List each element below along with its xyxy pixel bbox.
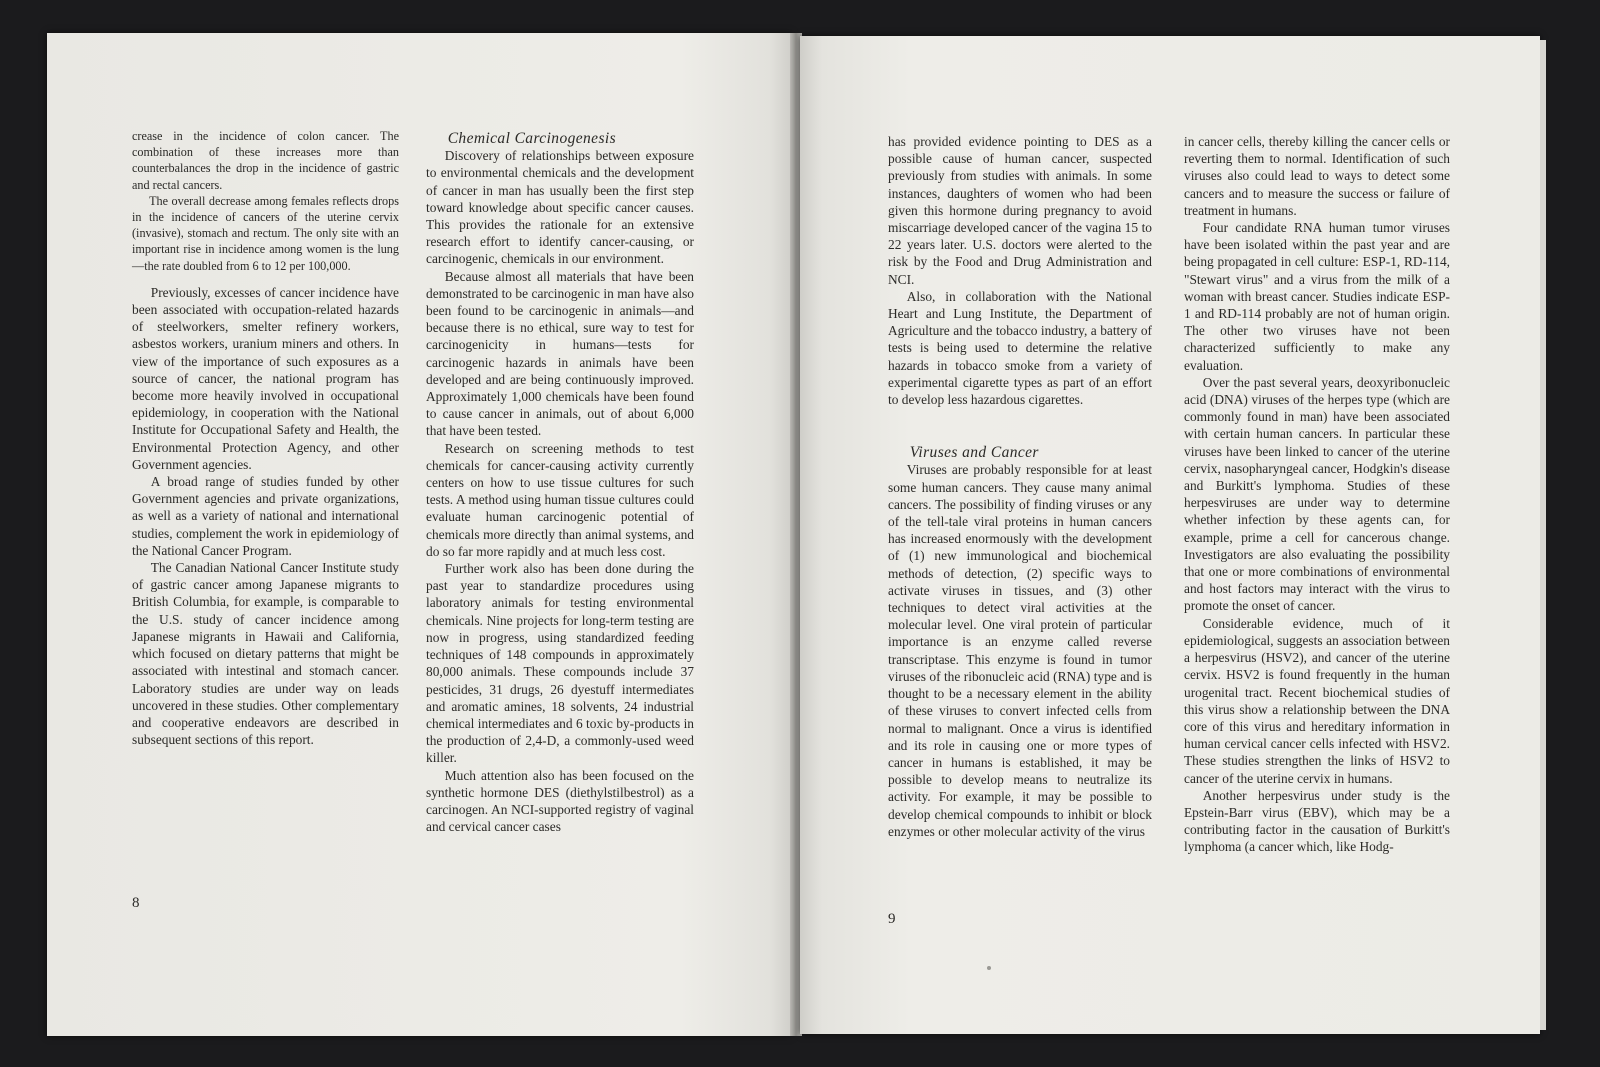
- page-number: 8: [132, 895, 140, 911]
- paragraph: Viruses are probably responsible for at least some human cancers. They cause many animal cancers. The possibility of finding viruses or any of the tell-tale viral proteins in human cancers has increased enormously with the development of (1) new immunological and biochemical methods of detection, (2) specific ways to activate viruses in tissues, and (3) other techniques to detect viral activities at the molecular level. One viral protein of particular importance is an enzyme called reverse transcriptase. This enzyme is found in tumor viruses of the ribonucleic acid (RNA) type and is thought to be a necessary element in the ability of these viruses to convert infected cells from normal to malignant. Once a virus is identified and its role in causing one or more types of cancer in humans is established, it may be possible to develop means to neutralize its activity. For example, it may be possible to develop chemical compounds to inhibit or block enzymes or other molecular activity of the virus: [888, 462, 1152, 839]
- paragraph: Considerable evidence, much of it epidemiological, suggests an association between a herpesvirus (HSV2), and cancer of the uterine cervix. HSV2 is found frequently in the human urogenital tract. Recent biochemical studies of this virus show a relationship between the DNA core of this virus and hereditary information in human cervical cancer cells infected with HSV2. These studies strengthen the links of HSV2 to cancer of the uterine cervix in humans.: [1184, 615, 1450, 786]
- paragraph: crease in the incidence of colon cancer. The combination of these increases more than counterbalances the drop in the incidence of gastric and rectal cancers.: [132, 129, 399, 192]
- paragraph: Because almost all materials that have been demonstrated to be carcinogenic in man have also been found to be carcinogenic in animals—and because there is no ethical, sure way to test for carcinogenicity in humans—tests for carcinogenic hazards in animals have been developed and are being continuously improved. Approximately 1,000 chemicals have been found to cause cancer in animals, out of about 6,000 that have been tested.: [426, 268, 694, 439]
- paragraph: Four candidate RNA human tumor viruses have been isolated within the past year and are being propagated in cell culture: ESP-1, RD-114, "Stewart virus" and a virus from the milk of a woman with breast cancer. Studies indicate ESP-1 and RD-114 probably are not of human origin. The other two viruses have not been characterized sufficiently to make any evaluation.: [1184, 220, 1450, 373]
- paragraph: Much attention also has been focused on the synthetic hormone DES (diethylstilbestrol) as a carcinogen. An NCI-supported registry of vaginal and cervical cancer cases: [426, 767, 694, 835]
- paper-speck: [987, 966, 991, 970]
- page-edge: [1540, 40, 1546, 1030]
- section-heading: Viruses and Cancer: [909, 444, 1039, 462]
- paragraph: The Canadian National Cancer Institute study of gastric cancer among Japanese migrants to British Columbia, for example, is comparable to the U.S. study of cancer incidence among Japanese migrants in Hawaii and California, which focused on dietary patterns that might be associated with intestinal and stomach cancer. Laboratory studies are under way on leads uncovered in these studies. Other complementary and cooperative endeavors are described in subsequent sections of this report.: [132, 560, 399, 748]
- right-page-column-2: [1184, 133, 1450, 856]
- right-page-column-1: [888, 133, 1152, 840]
- paragraph: Also, in collaboration with the National Heart and Lung Institute, the Department of Agriculture and the tobacco industry, a battery of tests is being used to determine the relative hazards in tobacco smoke from a variety of experimental cigarette types as part of an effort to develop less hazardous cigarettes.: [888, 288, 1152, 408]
- left-page-column-1: [132, 128, 399, 748]
- right-page: [800, 36, 1540, 1034]
- section-heading: Chemical Carcinogenesis: [447, 130, 617, 147]
- paragraph: Discovery of relationships between exposure to environmental chemicals and the development of cancer in man has usually been the first step toward knowledge about specific cancer causes. This provides the rationale for an extensive research effort to identify cancer-causing, or carcinogenic, chemicals in our environment.: [426, 148, 694, 267]
- paragraph: Another herpesvirus under study is the Epstein-Barr virus (EBV), which may be a contributing factor in the causation of Burkitt's lymphoma (a cancer which, like Hodg-: [1184, 787, 1450, 855]
- paragraph: has provided evidence pointing to DES as a possible cause of human cancer, suspected previously from studies with animals. In some instances, daughters of women who had been given this hormone during pregnancy to avoid miscarriage developed cancer of the vagina 15 to 22 years later. U.S. doctors were alerted to the risk by the Food and Drug Administration and NCI.: [888, 134, 1152, 287]
- left-page-column-2: [426, 130, 694, 835]
- paragraph: The overall decrease among females reflects drops in the incidence of cancers of the uterine cervix (invasive), stomach and rectum. The only site with an important rise in incidence among women is the lung—the rate doubled from 6 to 12 per 100,000.: [132, 193, 399, 273]
- paragraph: Research on screening methods to test chemicals for cancer-causing activity currently centers on how to use tissue cultures for such tests. A method using human tissue cultures could evaluate human carcinogenic potential of chemicals more directly than animal systems, and do so far more rapidly and at much less cost.: [426, 440, 694, 559]
- paragraph: Over the past several years, deoxyribonucleic acid (DNA) viruses of the herpes type (which are commonly found in man) have been associated with certain human cancers. In particular these viruses have been linked to cancer of the uterine cervix, nasopharyngeal cancer, Hodgkin's disease and Burkitt's lymphoma. Studies of these herpesviruses are under way to determine whether infection by these agents can, for example, prime a cell for cancerous change. Investigators are also evaluating the possibility that one or more combinations of environmental and host factors may interact with the virus to promote the onset of cancer.: [1184, 374, 1450, 614]
- paragraph: in cancer cells, thereby killing the cancer cells or reverting them to normal. Identification of such viruses also could lead to ways to detect some cancers and to measure the success or failure of treatment in humans.: [1184, 134, 1450, 218]
- paragraph: Further work also has been done during the past year to standardize procedures using laboratory animals for testing environmental chemicals. Nine projects for long-term testing are now in progress, using standardized feeding techniques of 148 compounds in approximately 80,000 animals. These compounds include 37 pesticides, 31 drugs, 26 dyestuff intermediates and aromatic amines, 18 solvents, 24 industrial chemical intermediates and 6 toxic by-products in the production of 2,4-D, a commonly-used weed killer.: [426, 561, 694, 766]
- paragraph: A broad range of studies funded by other Government agencies and private organizations, as well as a variety of national and international studies, complement the work in epidemiology of the National Cancer Program.: [132, 474, 399, 558]
- left-page: [47, 33, 792, 1036]
- paragraph: Previously, excesses of cancer incidence have been associated with occupation-related hazards of steelworkers, smelter refinery workers, asbestos workers, uranium miners and others. In view of the importance of such exposures as a source of cancer, the national program has become more heavily involved in occupational epidemiology, in cooperation with the National Institute for Occupational Safety and Health, the Environmental Protection Agency, and other Government agencies.: [132, 284, 399, 472]
- page-number: 9: [888, 911, 896, 927]
